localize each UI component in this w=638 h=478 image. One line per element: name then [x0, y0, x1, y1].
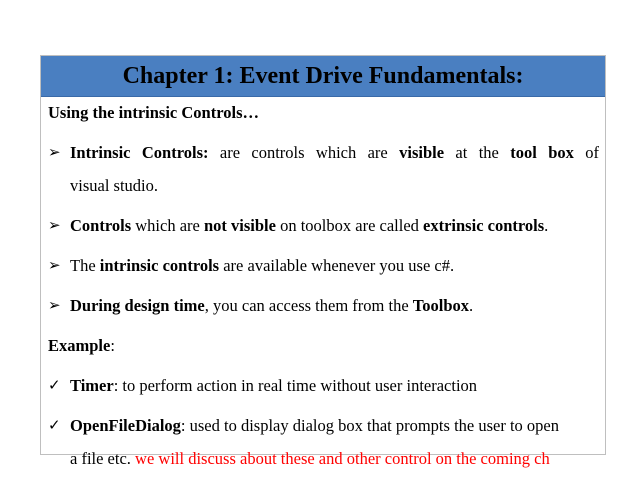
content-box: [40, 55, 606, 468]
check-line-2: [70, 447, 599, 471]
bullet-text: [70, 294, 599, 318]
bold-term: not visible: [203, 216, 276, 235]
check-line-1: [70, 414, 599, 438]
bullet-extrinsic-controls: [48, 214, 599, 238]
bullet-text: [70, 254, 599, 278]
bullet-intrinsic-controls: [48, 141, 599, 198]
example-colon: :: [110, 336, 115, 355]
checkmark-icon: ✓: [48, 418, 61, 434]
slide-title: Chapter 1: Event Drive Fundamentals:: [122, 63, 524, 89]
plain-text: which are: [131, 216, 204, 235]
bullet-line-2: visual studio.: [70, 176, 159, 195]
subheading: Using the intrinsic Controls…: [48, 103, 260, 122]
bullet-line-1: [70, 141, 599, 165]
bullet-availability: [48, 254, 599, 278]
bullet-text: [70, 141, 599, 198]
plain-text: : to perform action in real time without user interaction: [113, 376, 478, 395]
bold-term: intrinsic controls: [99, 256, 220, 275]
plain-text: : used to display dialog box that prompts the user to open: [180, 416, 559, 435]
bold-term: tool box: [510, 143, 574, 162]
plain-text: on toolbox are called: [275, 216, 424, 235]
arrow-bullet-icon: ➢: [48, 258, 61, 274]
check-text: [70, 414, 599, 471]
example-heading: [48, 334, 599, 358]
arrow-bullet-icon: ➢: [48, 145, 61, 161]
bullet-text: [70, 214, 599, 238]
red-note: we will discuss about these and other control on the coming ch: [135, 449, 550, 468]
slide-body: [41, 101, 605, 471]
arrow-bullet-icon: ➢: [48, 298, 61, 314]
title-bar: [41, 56, 605, 97]
plain-text: The: [70, 256, 100, 275]
plain-text: of: [573, 143, 600, 162]
checkmark-icon: ✓: [48, 378, 61, 394]
plain-text: .: [469, 296, 474, 315]
plain-text: at the: [444, 143, 511, 162]
bullet-design-time: [48, 294, 599, 318]
plain-text: a file etc.: [70, 449, 136, 468]
check-text: [70, 374, 599, 398]
bold-term: extrinsic controls: [423, 216, 545, 235]
plain-text: , you can access them from the: [204, 296, 413, 315]
example-label: Example: [48, 336, 111, 355]
bold-term: OpenFileDialog: [70, 416, 181, 435]
plain-text: are controls which are: [208, 143, 400, 162]
bold-term: During design time: [70, 296, 205, 315]
bold-term: visible: [399, 143, 445, 162]
arrow-bullet-icon: ➢: [48, 218, 61, 234]
bold-term: Timer: [70, 376, 114, 395]
bold-term: Toolbox: [412, 296, 470, 315]
plain-text: .: [544, 216, 549, 235]
plain-text: are available whenever you use c#.: [219, 256, 455, 275]
bold-term: Intrinsic Controls:: [70, 143, 209, 162]
check-openfiledialog: [48, 414, 599, 471]
check-timer: [48, 374, 599, 398]
bold-term: Controls: [70, 216, 132, 235]
